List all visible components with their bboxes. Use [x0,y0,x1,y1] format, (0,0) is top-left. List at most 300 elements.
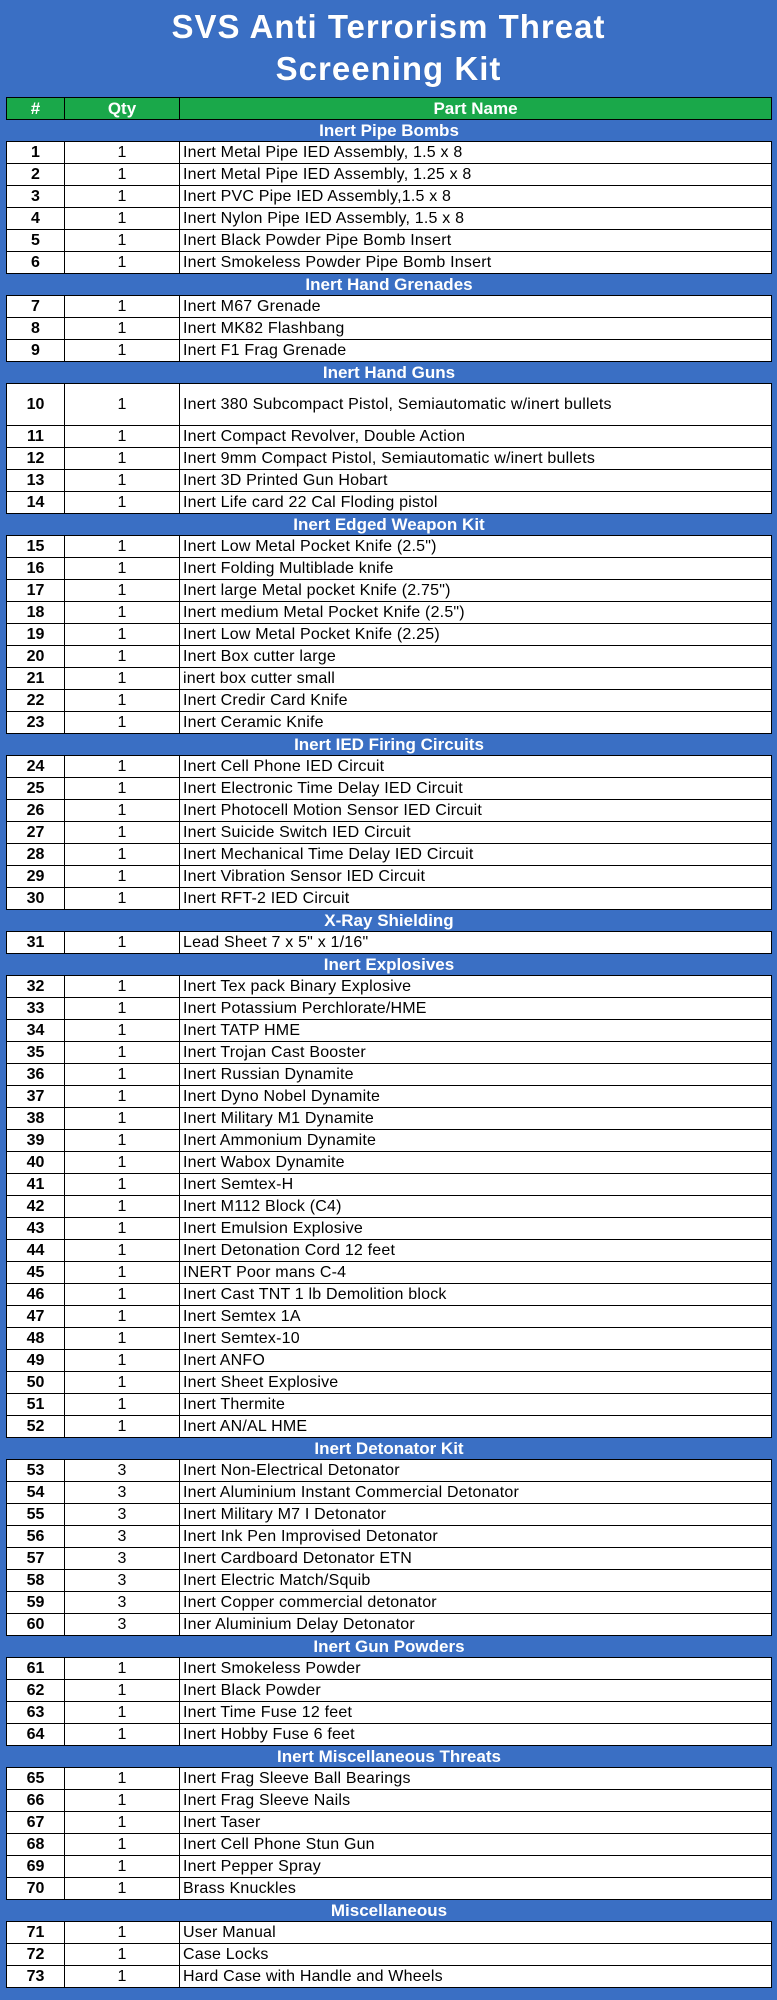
table-row [7,1108,772,1130]
item-quantity: 1 [65,1416,180,1438]
item-quantity: 1 [65,1966,180,1988]
table-row [7,1350,772,1372]
item-part-name: Inert large Metal pocket Knife (2.75") [180,580,772,602]
item-quantity: 1 [65,1702,180,1724]
item-quantity: 1 [65,888,180,910]
item-number: 26 [7,800,65,822]
title-line-1: SVS Anti Terrorism Threat [171,8,606,45]
table-row [7,668,772,690]
item-part-name: Inert Cardboard Detonator ETN [180,1548,772,1570]
table-row [7,844,772,866]
item-number: 49 [7,1350,65,1372]
section-title: Inert Hand Guns [7,362,772,384]
item-quantity: 1 [65,800,180,822]
item-quantity: 1 [65,558,180,580]
item-number: 51 [7,1394,65,1416]
item-part-name: Inert Thermite [180,1394,772,1416]
item-part-name: Inert Cast TNT 1 lb Demolition block [180,1284,772,1306]
table-row [7,1856,772,1878]
section-header-row [7,734,772,756]
item-number: 1 [7,142,65,164]
item-part-name: Inert Smokeless Powder Pipe Bomb Insert [180,252,772,274]
item-quantity: 1 [65,1680,180,1702]
item-part-name: Inert 380 Subcompact Pistol, Semiautomatic w/inert bullets [180,384,772,426]
item-number: 18 [7,602,65,624]
table-row [7,1460,772,1482]
item-quantity: 1 [65,1064,180,1086]
item-quantity: 1 [65,1196,180,1218]
table-row [7,1218,772,1240]
item-quantity: 1 [65,1086,180,1108]
table-row [7,1548,772,1570]
item-part-name: Inert Box cutter large [180,646,772,668]
item-part-name: Lead Sheet 7 x 5" x 1/16" [180,932,772,954]
item-number: 42 [7,1196,65,1218]
item-number: 12 [7,448,65,470]
item-number: 52 [7,1416,65,1438]
table-row [7,1328,772,1350]
table-row [7,1372,772,1394]
item-number: 44 [7,1240,65,1262]
item-number: 8 [7,318,65,340]
item-part-name: Inert Taser [180,1812,772,1834]
table-row [7,1812,772,1834]
table-row [7,712,772,734]
item-part-name: Inert Photocell Motion Sensor IED Circuit [180,800,772,822]
item-quantity: 1 [65,1834,180,1856]
item-number: 53 [7,1460,65,1482]
item-number: 23 [7,712,65,734]
item-part-name: Inert Aluminium Instant Commercial Detonator [180,1482,772,1504]
item-number: 58 [7,1570,65,1592]
table-row [7,340,772,362]
item-part-name: Inert Sheet Explosive [180,1372,772,1394]
item-number: 27 [7,822,65,844]
table-row [7,888,772,910]
item-part-name: Inert ANFO [180,1350,772,1372]
table-row [7,646,772,668]
table-row [7,1086,772,1108]
page-title [6,0,771,97]
item-part-name: Inert Low Metal Pocket Knife (2.5") [180,536,772,558]
item-quantity: 1 [65,1394,180,1416]
item-number: 72 [7,1944,65,1966]
item-part-name: Inert Military M7 I Detonator [180,1504,772,1526]
table-row [7,558,772,580]
item-quantity: 1 [65,844,180,866]
item-quantity: 1 [65,448,180,470]
item-number: 30 [7,888,65,910]
table-row [7,932,772,954]
table-row [7,998,772,1020]
table-row [7,1042,772,1064]
item-quantity: 1 [65,778,180,800]
table-row [7,1592,772,1614]
item-part-name: Inert Cell Phone IED Circuit [180,756,772,778]
item-number: 56 [7,1526,65,1548]
item-number: 59 [7,1592,65,1614]
item-part-name: Inert Electronic Time Delay IED Circuit [180,778,772,800]
item-part-name: Inert Dyno Nobel Dynamite [180,1086,772,1108]
item-quantity: 3 [65,1504,180,1526]
item-number: 14 [7,492,65,514]
item-quantity: 1 [65,208,180,230]
item-number: 38 [7,1108,65,1130]
section-header-row [7,1438,772,1460]
item-number: 19 [7,624,65,646]
item-part-name: Inert Semtex-H [180,1174,772,1196]
item-quantity: 1 [65,492,180,514]
item-quantity: 1 [65,1042,180,1064]
table-row [7,756,772,778]
table-row [7,1504,772,1526]
item-number: 73 [7,1966,65,1988]
table-row [7,1240,772,1262]
item-part-name: Inert Russian Dynamite [180,1064,772,1086]
item-part-name: Inert Military M1 Dynamite [180,1108,772,1130]
item-quantity: 1 [65,690,180,712]
table-row [7,164,772,186]
item-part-name: Inert Mechanical Time Delay IED Circuit [180,844,772,866]
table-row [7,470,772,492]
item-quantity: 1 [65,1130,180,1152]
section-header-row [7,910,772,932]
table-row [7,1702,772,1724]
column-header-qty: Qty [65,98,180,120]
item-quantity: 1 [65,142,180,164]
item-quantity: 1 [65,866,180,888]
section-header-row [7,120,772,142]
table-row [7,230,772,252]
item-number: 65 [7,1768,65,1790]
item-number: 15 [7,536,65,558]
item-quantity: 1 [65,1372,180,1394]
item-quantity: 1 [65,296,180,318]
item-quantity: 1 [65,1658,180,1680]
item-quantity: 3 [65,1614,180,1636]
parts-table-body [7,120,772,1988]
column-header-num: # [7,98,65,120]
item-number: 62 [7,1680,65,1702]
section-title: X-Ray Shielding [7,910,772,932]
item-quantity: 3 [65,1460,180,1482]
item-number: 22 [7,690,65,712]
item-quantity: 1 [65,1262,180,1284]
table-row [7,1570,772,1592]
item-quantity: 1 [65,318,180,340]
title-line-2: Screening Kit [275,50,502,87]
item-part-name: Inert F1 Frag Grenade [180,340,772,362]
table-row [7,1834,772,1856]
item-number: 60 [7,1614,65,1636]
section-title: Inert Edged Weapon Kit [7,514,772,536]
table-row [7,1680,772,1702]
item-quantity: 1 [65,932,180,954]
item-part-name: Inert MK82 Flashbang [180,318,772,340]
item-number: 17 [7,580,65,602]
item-number: 7 [7,296,65,318]
item-quantity: 1 [65,602,180,624]
table-row [7,1284,772,1306]
item-quantity: 1 [65,1152,180,1174]
item-number: 35 [7,1042,65,1064]
item-number: 47 [7,1306,65,1328]
table-row [7,426,772,448]
section-header-row [7,514,772,536]
item-number: 54 [7,1482,65,1504]
item-quantity: 1 [65,1108,180,1130]
table-row [7,1152,772,1174]
item-quantity: 1 [65,426,180,448]
item-number: 6 [7,252,65,274]
item-part-name: User Manual [180,1922,772,1944]
item-number: 11 [7,426,65,448]
item-part-name: Inert Trojan Cast Booster [180,1042,772,1064]
item-quantity: 1 [65,1878,180,1900]
table-row [7,690,772,712]
item-number: 68 [7,1834,65,1856]
item-part-name: Inert Black Powder Pipe Bomb Insert [180,230,772,252]
table-row [7,1658,772,1680]
item-part-name: Inert RFT-2 IED Circuit [180,888,772,910]
item-number: 67 [7,1812,65,1834]
item-part-name: Inert 3D Printed Gun Hobart [180,470,772,492]
item-part-name: Inert Life card 22 Cal Floding pistol [180,492,772,514]
table-row [7,822,772,844]
item-quantity: 1 [65,340,180,362]
table-row [7,492,772,514]
item-part-name: Inert Cell Phone Stun Gun [180,1834,772,1856]
item-quantity: 1 [65,756,180,778]
item-number: 16 [7,558,65,580]
item-quantity: 1 [65,230,180,252]
item-number: 39 [7,1130,65,1152]
section-title: Inert Miscellaneous Threats [7,1746,772,1768]
item-part-name: Inert Frag Sleeve Nails [180,1790,772,1812]
item-part-name: Inert Ammonium Dynamite [180,1130,772,1152]
item-number: 70 [7,1878,65,1900]
item-number: 48 [7,1328,65,1350]
item-part-name: Inert Pepper Spray [180,1856,772,1878]
item-part-name: Case Locks [180,1944,772,1966]
table-row [7,1020,772,1042]
item-number: 66 [7,1790,65,1812]
item-quantity: 1 [65,1174,180,1196]
table-row [7,1526,772,1548]
item-part-name: Inert Metal Pipe IED Assembly, 1.25 x 8 [180,164,772,186]
column-header-part-name: Part Name [180,98,772,120]
section-header-row [7,1746,772,1768]
table-row [7,1394,772,1416]
table-row [7,1416,772,1438]
item-quantity: 1 [65,624,180,646]
item-number: 4 [7,208,65,230]
table-row [7,1174,772,1196]
item-part-name: Inert Electric Match/Squib [180,1570,772,1592]
section-title: Inert Pipe Bombs [7,120,772,142]
section-header-row [7,1636,772,1658]
item-number: 63 [7,1702,65,1724]
item-part-name: Inert Black Powder [180,1680,772,1702]
item-part-name: Inert PVC Pipe IED Assembly,1.5 x 8 [180,186,772,208]
item-quantity: 1 [65,1350,180,1372]
item-number: 32 [7,976,65,998]
table-row [7,800,772,822]
section-header-row [7,954,772,976]
item-number: 33 [7,998,65,1020]
table-row [7,1064,772,1086]
item-quantity: 1 [65,1240,180,1262]
item-part-name: Inert Tex pack Binary Explosive [180,976,772,998]
item-quantity: 1 [65,1328,180,1350]
item-number: 57 [7,1548,65,1570]
item-quantity: 3 [65,1570,180,1592]
table-row [7,1922,772,1944]
item-number: 31 [7,932,65,954]
item-number: 3 [7,186,65,208]
item-part-name: Inert Frag Sleeve Ball Bearings [180,1768,772,1790]
item-quantity: 1 [65,1944,180,1966]
item-number: 41 [7,1174,65,1196]
item-quantity: 1 [65,580,180,602]
item-quantity: 1 [65,1218,180,1240]
table-row [7,252,772,274]
table-row [7,1878,772,1900]
item-part-name: Inert Copper commercial detonator [180,1592,772,1614]
table-row [7,448,772,470]
item-part-name: Inert Time Fuse 12 feet [180,1702,772,1724]
table-row [7,1966,772,1988]
item-part-name: Inert Credir Card Knife [180,690,772,712]
item-part-name: Inert M112 Block (C4) [180,1196,772,1218]
item-part-name: Hard Case with Handle and Wheels [180,1966,772,1988]
item-number: 61 [7,1658,65,1680]
item-part-name: Inert Vibration Sensor IED Circuit [180,866,772,888]
item-quantity: 1 [65,1922,180,1944]
header-row [7,98,772,120]
item-number: 71 [7,1922,65,1944]
item-number: 69 [7,1856,65,1878]
item-part-name: Inert TATP HME [180,1020,772,1042]
item-number: 64 [7,1724,65,1746]
item-number: 28 [7,844,65,866]
item-part-name: Inert Semtex 1A [180,1306,772,1328]
item-part-name: Inert 9mm Compact Pistol, Semiautomatic w/inert bullets [180,448,772,470]
item-quantity: 1 [65,1812,180,1834]
item-part-name: Inert Semtex-10 [180,1328,772,1350]
table-row [7,1262,772,1284]
section-title: Inert Hand Grenades [7,274,772,296]
table-row [7,1614,772,1636]
item-quantity: 1 [65,536,180,558]
item-quantity: 3 [65,1482,180,1504]
item-quantity: 1 [65,1020,180,1042]
table-row [7,1306,772,1328]
item-quantity: 1 [65,164,180,186]
table-row [7,142,772,164]
table-row [7,186,772,208]
item-number: 5 [7,230,65,252]
item-quantity: 1 [65,1284,180,1306]
item-number: 46 [7,1284,65,1306]
item-quantity: 1 [65,822,180,844]
item-part-name: Iner Aluminium Delay Detonator [180,1614,772,1636]
item-quantity: 3 [65,1526,180,1548]
item-part-name: Inert Emulsion Explosive [180,1218,772,1240]
item-part-name: Inert Ink Pen Improvised Detonator [180,1526,772,1548]
section-title: Inert IED Firing Circuits [7,734,772,756]
table-row [7,384,772,426]
item-number: 13 [7,470,65,492]
table-row [7,580,772,602]
item-number: 45 [7,1262,65,1284]
item-part-name: INERT Poor mans C-4 [180,1262,772,1284]
table-row [7,778,772,800]
section-title: Inert Gun Powders [7,1636,772,1658]
item-quantity: 1 [65,1856,180,1878]
section-header-row [7,362,772,384]
item-number: 10 [7,384,65,426]
table-row [7,1790,772,1812]
table-row [7,1724,772,1746]
item-part-name: Inert Ceramic Knife [180,712,772,734]
item-quantity: 3 [65,1592,180,1614]
table-row [7,296,772,318]
item-quantity: 1 [65,1306,180,1328]
item-quantity: 1 [65,1724,180,1746]
item-quantity: 1 [65,470,180,492]
item-number: 43 [7,1218,65,1240]
item-number: 2 [7,164,65,186]
item-part-name: Inert Wabox Dynamite [180,1152,772,1174]
item-part-name: Brass Knuckles [180,1878,772,1900]
item-number: 25 [7,778,65,800]
item-number: 29 [7,866,65,888]
item-quantity: 1 [65,252,180,274]
table-row [7,866,772,888]
item-quantity: 1 [65,646,180,668]
item-part-name: Inert Suicide Switch IED Circuit [180,822,772,844]
section-header-row [7,274,772,296]
section-title: Miscellaneous [7,1900,772,1922]
table-row [7,536,772,558]
item-quantity: 1 [65,998,180,1020]
item-part-name: Inert Hobby Fuse 6 feet [180,1724,772,1746]
item-quantity: 1 [65,668,180,690]
table-row [7,208,772,230]
item-part-name: Inert medium Metal Pocket Knife (2.5") [180,602,772,624]
item-part-name: Inert Metal Pipe IED Assembly, 1.5 x 8 [180,142,772,164]
item-part-name: Inert Smokeless Powder [180,1658,772,1680]
item-quantity: 1 [65,1768,180,1790]
item-part-name: Inert Potassium Perchlorate/HME [180,998,772,1020]
table-row [7,1130,772,1152]
item-part-name: Inert M67 Grenade [180,296,772,318]
item-quantity: 1 [65,1790,180,1812]
item-number: 50 [7,1372,65,1394]
item-number: 55 [7,1504,65,1526]
item-part-name: Inert AN/AL HME [180,1416,772,1438]
section-header-row [7,1900,772,1922]
section-title: Inert Detonator Kit [7,1438,772,1460]
item-part-name: Inert Non-Electrical Detonator [180,1460,772,1482]
item-part-name: Inert Low Metal Pocket Knife (2.25) [180,624,772,646]
item-number: 20 [7,646,65,668]
table-row [7,1482,772,1504]
item-part-name: Inert Compact Revolver, Double Action [180,426,772,448]
item-part-name: Inert Detonation Cord 12 feet [180,1240,772,1262]
item-number: 21 [7,668,65,690]
